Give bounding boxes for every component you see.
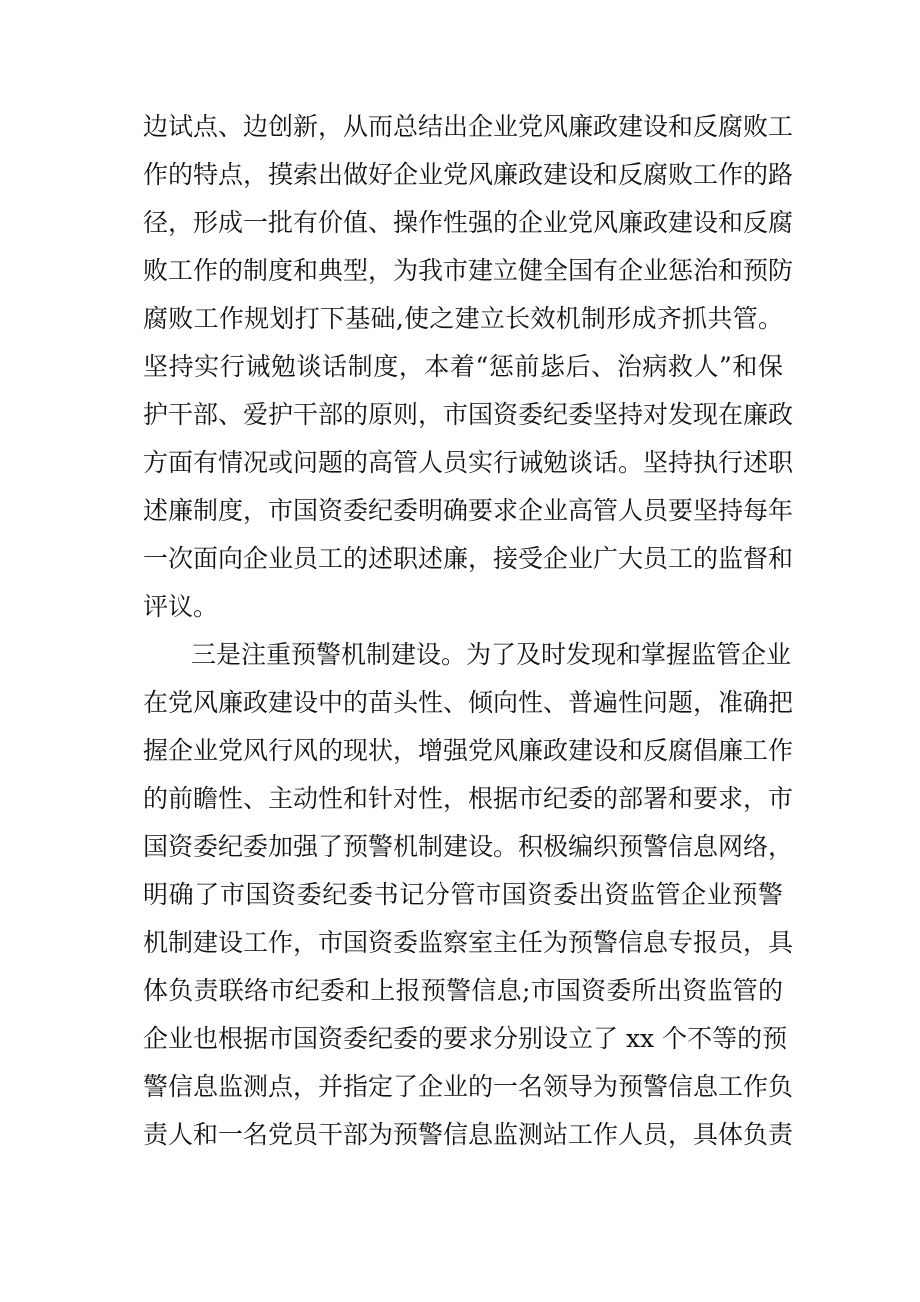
paragraph-line: 评议。 — [143, 592, 219, 621]
paragraph-line: 警信息监测点，并指定了企业的一名领导为预警信息工作负 — [143, 1072, 794, 1101]
paragraph-line: 述廉制度，市国资委纪委明确要求企业高管人员要坚持每年 — [143, 496, 794, 525]
paragraph-line: 一次面向企业员工的述职述廉，接受企业广大员工的监督和 — [143, 544, 794, 573]
paragraph-line: 机制建设工作，市国资委监察室主任为预警信息专报员，具 — [143, 928, 794, 957]
paragraph-first-line: 三是注重预警机制建设。为了及时发现和掌握监管企业 — [191, 640, 792, 669]
paragraph-line: 责人和一名党员干部为预警信息监测站工作人员，具体负责 — [143, 1120, 794, 1149]
paragraph-line: 的前瞻性、主动性和针对性，根据市纪委的部署和要求，市 — [143, 784, 794, 813]
paragraph-line: 作的特点，摸索出做好企业党风廉政建设和反腐败工作的路 — [143, 160, 794, 189]
paragraph-line: 在党风廉政建设中的苗头性、倾向性、普遍性问题，准确把 — [143, 688, 794, 717]
paragraph-line: 握企业党风行风的现状，增强党风廉政建设和反腐倡廉工作 — [143, 736, 794, 765]
paragraph-line: 腐败工作规划打下基础,使之建立长效机制形成齐抓共管。 — [143, 304, 783, 333]
paragraph-line: 坚持实行诫勉谈话制度，本着“惩前毖后、治病救人”和保 — [143, 352, 783, 381]
paragraph-line: 径，形成一批有价值、操作性强的企业党风廉政建设和反腐 — [143, 208, 794, 237]
paragraph-line: 方面有情况或问题的高管人员实行诫勉谈话。坚持执行述职 — [143, 448, 794, 477]
paragraph-line: 国资委纪委加强了预警机制建设。积极编织预警信息网络， — [143, 832, 794, 861]
paragraph-line: 败工作的制度和典型，为我市建立健全国有企业惩治和预防 — [143, 256, 794, 285]
paragraph-line: 体负责联络市纪委和上报预警信息;市国资委所出资监管的 — [143, 976, 783, 1005]
paragraph-line: 企业也根据市国资委纪委的要求分别设立了 xx 个不等的预 — [143, 1024, 788, 1053]
paragraph-line: 护干部、爱护干部的原则，市国资委纪委坚持对发现在廉政 — [143, 400, 794, 429]
paragraph-line: 明确了市国资委纪委书记分管市国资委出资监管企业预警 — [143, 880, 783, 909]
paragraph-line: 边试点、边创新，从而总结出企业党风廉政建设和反腐败工 — [143, 112, 794, 141]
